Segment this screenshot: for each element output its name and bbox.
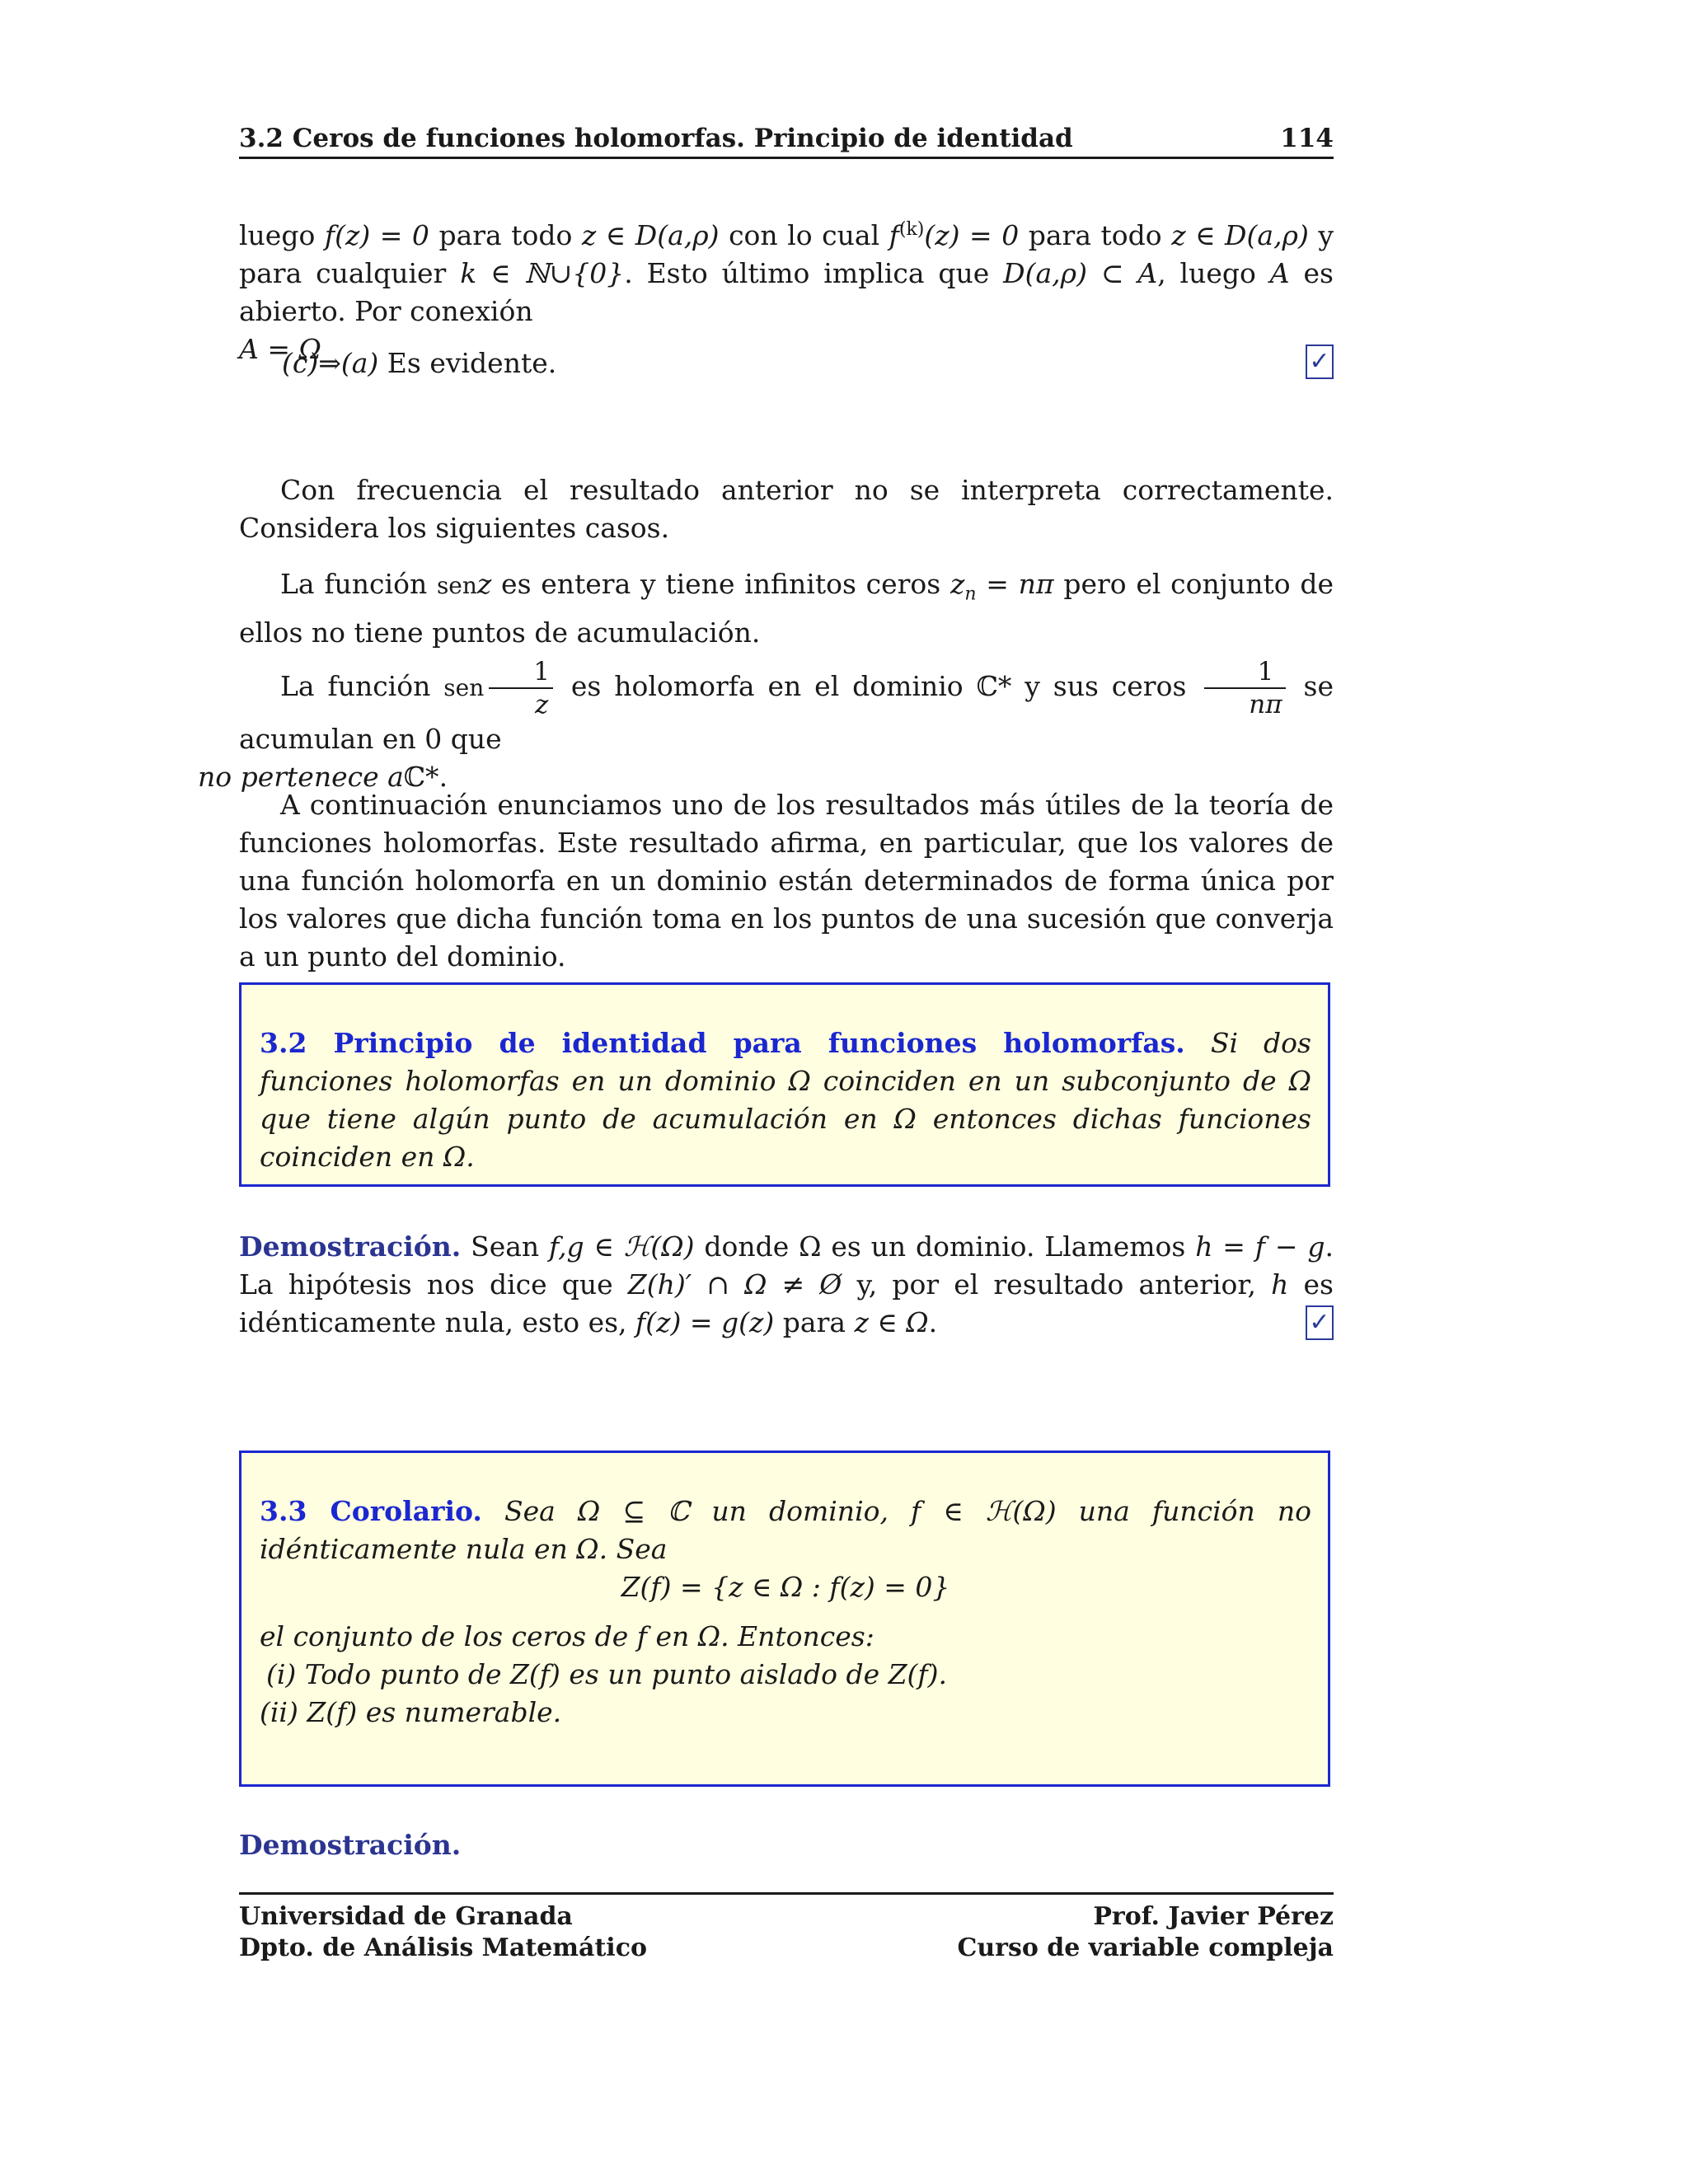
- math: h = f − g: [1195, 1230, 1325, 1263]
- qed-check-icon: ✓: [1306, 1305, 1334, 1340]
- text: La función: [280, 670, 444, 702]
- proof-1: [239, 1228, 1334, 1342]
- footer-department: Dpto. de Análisis Matemático: [239, 1933, 647, 1962]
- math: f,g ∈ ℋ(Ω): [549, 1230, 695, 1263]
- text: que: [442, 723, 502, 755]
- page-number: 114: [1280, 124, 1334, 153]
- theorem-box: [239, 982, 1330, 1187]
- math: 0: [424, 723, 443, 755]
- math: f(z) = g(z): [635, 1306, 775, 1338]
- footer-left: [239, 1901, 647, 1964]
- qed-check-icon: ✓: [1306, 344, 1334, 379]
- text: .: [928, 1306, 938, 1338]
- math: A = Ω: [239, 333, 321, 365]
- theorem-title: 3.2 Principio de identidad para funciones holomorfas.: [260, 1027, 1185, 1059]
- text: es holomorfa en el dominio: [557, 670, 977, 702]
- proof-2: [239, 1826, 1334, 1864]
- text: y sus ceros: [1011, 670, 1200, 702]
- math: f: [889, 219, 899, 251]
- corollary-title: 3.3 Corolario.: [260, 1495, 482, 1527]
- corollary-formula: Z(f) = {z ∈ Ω : f(z) = 0}: [621, 1571, 950, 1603]
- denominator: z: [534, 690, 549, 719]
- corollary-text: el conjunto de los ceros de f en Ω. Entonces:: [260, 1620, 874, 1652]
- footer-university: Universidad de Granada: [239, 1902, 573, 1931]
- math: ℂ*: [403, 761, 439, 793]
- corollary-box: [239, 1451, 1330, 1787]
- math: z: [950, 568, 965, 600]
- text: se acumulan en: [239, 670, 1334, 755]
- text: es un dominio. Llamemos: [821, 1230, 1196, 1263]
- math: = nπ: [976, 568, 1054, 600]
- theorem-statement: Si dos funciones holomorfas en un dominio Ω coinciden en un subconjunto de Ω que tiene algún punto de acumulación en Ω entonces dichas funciones coinciden en Ω.: [260, 1027, 1311, 1173]
- text: La función: [280, 568, 437, 600]
- math-superscript: (k): [898, 219, 925, 240]
- footer-course: Curso de variable compleja: [957, 1933, 1334, 1962]
- text: . Esto último implica que: [624, 257, 1004, 289]
- math: Ω: [799, 1230, 822, 1263]
- corollary-item-1: (i) Todo punto de Z(f) es un punto aislado de Z(f).: [266, 1658, 947, 1690]
- text: y, por el resultado anterior,: [842, 1268, 1272, 1301]
- math: Z(h)′ ∩ Ω ≠ Ø: [627, 1268, 842, 1301]
- corollary-statement: Sea Ω ⊆ ℂ un dominio, f ∈ ℋ(Ω) una función no idénticamente nula en Ω. Sea: [260, 1495, 1311, 1565]
- proof-heading: Demostración.: [239, 1230, 462, 1263]
- math: k ∈ ℕ∪{0}: [460, 257, 625, 289]
- math: z ∈ D(a,ρ): [581, 219, 720, 251]
- fraction-1-over-npi: [1204, 656, 1285, 720]
- math: z ∈ D(a,ρ): [1171, 219, 1309, 251]
- math: sen: [436, 572, 477, 599]
- implication-label: (c)⇒(a): [282, 347, 379, 379]
- numerator: 1: [1204, 656, 1285, 689]
- paragraph-5: A continuación enunciamos uno de los resultados más útiles de la teoría de funciones holomorfas. Este resultado afirma, en particular, que los valores de una función holomorfa en un dominio están determinados de forma única por los valores que dicha función toma en los puntos de una sucesión que converja a un punto del dominio.: [239, 789, 1334, 972]
- math: z ∈ Ω: [854, 1306, 929, 1338]
- text: , luego: [1157, 257, 1270, 289]
- math: sen: [443, 674, 485, 701]
- text: . La hipótesis nos dice que: [239, 1230, 1334, 1301]
- text: para: [774, 1306, 855, 1338]
- math: (z) = 0: [924, 219, 1020, 251]
- proof-heading: Demostración.: [239, 1829, 462, 1861]
- text: es entera y tiene infinitos ceros: [491, 568, 950, 600]
- math: z: [476, 568, 492, 600]
- denominator: nπ: [1249, 690, 1282, 719]
- footer-right: [957, 1901, 1334, 1964]
- text: es abierto. Por conexión: [239, 257, 1334, 327]
- numerator: 1: [489, 656, 553, 689]
- fraction-1-over-z: [489, 656, 553, 720]
- paragraph-3: [239, 565, 1334, 652]
- text: .: [438, 761, 448, 793]
- paragraph-2: Con frecuencia el resultado anterior no se interpreta correctamente. Considera los siguientes casos.: [239, 474, 1334, 544]
- text: con lo cual: [719, 219, 889, 251]
- corollary-item-2: (ii) Z(f) es numerable.: [260, 1696, 562, 1728]
- text: Es evidente.: [378, 347, 557, 379]
- math-subscript: n: [964, 583, 977, 605]
- text: donde: [694, 1230, 799, 1263]
- page-footer: [239, 1892, 1334, 1964]
- text: Sean: [461, 1230, 550, 1263]
- math: ℂ*: [976, 670, 1012, 702]
- text: pero el conjunto de ellos no tiene puntos de acumulación.: [239, 568, 1334, 649]
- running-header: [239, 124, 1334, 159]
- text: no pertenece a: [198, 761, 404, 793]
- text: luego: [239, 219, 325, 251]
- text: para todo: [1019, 219, 1172, 251]
- math: A: [1269, 257, 1290, 289]
- math: f(z) = 0: [324, 219, 429, 251]
- section-title: 3.2 Ceros de funciones holomorfas. Principio de identidad: [239, 124, 1073, 153]
- c-implies-a: [239, 344, 1334, 382]
- math: D(a,ρ) ⊂ A: [1003, 257, 1158, 289]
- text: y para cualquier: [239, 219, 1334, 289]
- footer-author: Prof. Javier Pérez: [1093, 1902, 1334, 1931]
- paragraph-4: [198, 656, 1334, 796]
- text: para todo: [429, 219, 582, 251]
- text: es idénticamente nula, esto es,: [239, 1268, 1334, 1338]
- math: h: [1271, 1268, 1289, 1301]
